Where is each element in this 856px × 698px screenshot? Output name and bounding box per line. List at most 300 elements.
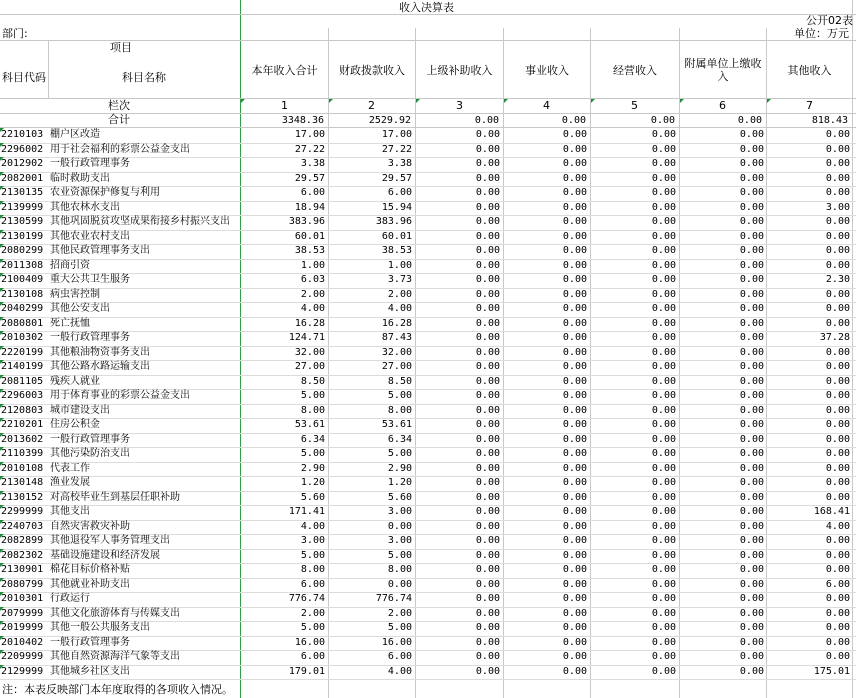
amount-cell: 0.00 [825,187,850,198]
amount-cell: 15.94 [381,201,412,213]
amount-cell: 0.00 [825,477,850,488]
amount-cell: 0.00 [739,665,764,677]
subject-name: 其他一般公共服务支出 [50,622,150,633]
amount-cell: 124.71 [288,332,325,343]
amount-cell: 0.00 [475,288,500,300]
amount-cell: 0.00 [825,259,850,271]
subject-name: 渔业发展 [50,477,90,488]
subject-name: 其他自然资源海洋气象等支出 [50,651,180,662]
subject-name: 一般行政管理事务 [50,433,130,445]
amount-cell: 0.00 [825,303,850,314]
amount-cell: 0.00 [739,288,764,300]
amount-cell: 27.22 [294,143,325,155]
amount-cell: 0.00 [739,622,764,633]
amount-cell: 5.60 [387,491,412,503]
table-row [0,505,856,521]
amount-cell: 0.00 [562,187,587,198]
amount-cell: 0.00 [475,433,500,445]
subject-code: 2010301 [1,593,44,604]
amount-cell: 0.00 [825,448,850,459]
amount-cell: 8.50 [300,375,325,387]
amount-cell: 16.28 [294,317,325,329]
amount-cell: 0.00 [651,317,676,329]
total-label: 合计 [108,113,130,126]
lanci-3: 3 [456,99,463,112]
amount-cell: 2.90 [300,462,325,474]
amount-cell: 0.00 [739,433,764,445]
amount-cell: 0.00 [475,520,500,532]
subject-code: 2081105 [1,375,44,387]
amount-cell: 0.00 [562,622,587,633]
table-row [0,201,856,217]
amount-cell: 0.00 [739,477,764,488]
amount-cell: 0.00 [475,404,500,416]
amount-cell: 0.00 [475,419,500,430]
amount-cell: 0.00 [739,230,764,242]
amount-cell: 0.00 [651,346,676,358]
amount-cell: 0.00 [562,491,587,503]
amount-cell: 0.00 [475,230,500,242]
amount-cell: 0.00 [651,462,676,474]
amount-cell: 5.00 [300,448,325,459]
amount-cell: 27.00 [381,361,412,372]
table-row [0,433,856,449]
amount-cell: 0.00 [562,549,587,561]
subject-code: 2120803 [1,404,44,416]
amount-cell: 0.00 [825,419,850,430]
amount-cell: 17.00 [381,129,412,140]
amount-cell: 0.00 [562,404,587,416]
amount-cell: 6.00 [825,578,850,590]
lanci-4: 4 [543,99,550,112]
total-value: 2529.92 [368,115,411,126]
amount-cell: 0.00 [475,201,500,213]
subject-code: 2209999 [1,651,44,662]
item-group-header: 项目 [110,41,132,54]
amount-cell: 0.00 [825,607,850,619]
lanci-1: 1 [281,99,288,112]
amount-cell: 171.41 [288,506,325,517]
amount-cell: 0.00 [651,259,676,271]
subject-name: 自然灾害救灾补助 [50,520,130,532]
subject-code: 2220199 [1,346,44,358]
subject-name: 其他支出 [50,506,90,517]
subject-code: 2130152 [1,491,44,503]
subject-name: 用于社会福利的彩票公益金支出 [50,143,190,155]
amount-cell: 0.00 [739,448,764,459]
amount-cell: 0.00 [651,187,676,198]
amount-cell: 8.00 [387,404,412,416]
amount-cell: 0.00 [562,506,587,517]
amount-cell: 0.00 [475,578,500,590]
amount-cell: 8.00 [300,404,325,416]
amount-cell: 4.00 [300,520,325,532]
amount-cell: 0.00 [475,622,500,633]
amount-cell: 0.00 [562,288,587,300]
amount-cell: 3.00 [387,535,412,546]
subject-code: 2210103 [1,129,44,140]
amount-cell: 0.00 [825,216,850,227]
amount-cell: 4.00 [825,520,850,532]
amount-cell: 18.94 [294,201,325,213]
amount-cell: 0.00 [651,274,676,285]
amount-cell: 175.01 [813,665,850,677]
amount-cell: 6.00 [387,187,412,198]
table-row [0,520,856,536]
amount-cell: 6.00 [300,578,325,590]
amount-cell: 0.00 [825,230,850,242]
subject-code: 2240703 [1,520,44,532]
subject-code: 2130599 [1,216,44,227]
amount-cell: 0.00 [825,143,850,155]
amount-cell: 4.00 [387,665,412,677]
subject-code: 2140199 [1,361,44,372]
amount-cell: 6.34 [300,433,325,445]
amount-cell: 0.00 [651,230,676,242]
subject-name: 一般行政管理事务 [50,332,130,343]
amount-cell: 0.00 [562,390,587,401]
amount-cell: 32.00 [294,346,325,358]
table-row [0,650,856,666]
cell-marker [416,99,420,103]
amount-cell: 0.00 [825,346,850,358]
amount-cell: 0.00 [651,201,676,213]
amount-cell: 0.00 [562,477,587,488]
amount-cell: 0.00 [825,245,850,256]
amount-cell: 0.00 [739,259,764,271]
subject-code: 2010402 [1,636,44,648]
amount-cell: 0.00 [651,448,676,459]
amount-cell: 0.00 [475,361,500,372]
amount-cell: 0.00 [739,593,764,604]
amount-cell: 3.00 [387,506,412,517]
lanci-5: 5 [631,99,638,112]
amount-cell: 0.00 [475,636,500,648]
table-row [0,215,856,231]
subject-code: 2080799 [1,578,44,590]
amount-cell: 0.00 [825,390,850,401]
subject-code: 2010302 [1,332,44,343]
subject-code: 2082001 [1,172,44,184]
amount-cell: 0.00 [825,535,850,546]
amount-cell: 0.00 [739,419,764,430]
amount-cell: 0.00 [562,172,587,184]
amount-cell: 0.00 [562,361,587,372]
amount-cell: 1.00 [387,259,412,271]
col-header-superior: 上级补助收入 [426,63,493,77]
amount-cell: 776.74 [375,593,412,604]
amount-cell: 0.00 [475,129,500,140]
amount-cell: 0.00 [739,172,764,184]
name-column-header: 科目名称 [122,70,166,84]
amount-cell: 0.00 [739,346,764,358]
table-row [0,621,856,637]
amount-cell: 0.00 [387,578,412,590]
amount-cell: 0.00 [651,578,676,590]
amount-cell: 0.00 [739,274,764,285]
amount-cell: 0.00 [651,216,676,227]
subject-name: 其他粮油物资事务支出 [50,346,150,358]
subject-code: 2019999 [1,622,44,633]
amount-cell: 29.57 [381,172,412,184]
subject-name: 病虫害控制 [50,288,100,300]
subject-code: 2012902 [1,158,44,169]
amount-cell: 2.90 [387,462,412,474]
amount-cell: 0.00 [739,201,764,213]
amount-cell: 0.00 [562,578,587,590]
subject-name: 对高校毕业生到基层任职补助 [50,491,180,503]
amount-cell: 0.00 [562,317,587,329]
amount-cell: 0.00 [739,187,764,198]
amount-cell: 0.00 [651,535,676,546]
amount-cell: 0.00 [562,419,587,430]
subject-code: 2139999 [1,201,44,213]
amount-cell: 0.00 [562,375,587,387]
total-value: 3348.36 [281,115,324,126]
amount-cell: 0.00 [475,462,500,474]
amount-cell: 0.00 [825,651,850,662]
subject-name: 其他就业补助支出 [50,578,130,590]
amount-cell: 27.22 [381,143,412,155]
amount-cell: 0.00 [562,448,587,459]
amount-cell: 5.00 [387,390,412,401]
subject-name: 一般行政管理事务 [50,158,130,169]
subject-code: 2130148 [1,477,44,488]
amount-cell: 3.38 [387,158,412,169]
amount-cell: 0.00 [651,636,676,648]
amount-cell: 0.00 [651,303,676,314]
lanci-label: 栏次 [108,99,130,112]
amount-cell: 0.00 [651,419,676,430]
amount-cell: 2.00 [387,288,412,300]
amount-cell: 0.00 [475,593,500,604]
amount-cell: 0.00 [825,549,850,561]
amount-cell: 0.00 [739,651,764,662]
total-value: 0.00 [737,115,762,126]
amount-cell: 383.96 [288,216,325,227]
table-row [0,317,856,333]
amount-cell: 0.00 [651,622,676,633]
cell-marker [504,99,508,103]
amount-cell: 5.60 [300,491,325,503]
amount-cell: 0.00 [739,535,764,546]
amount-cell: 0.00 [739,549,764,561]
table-row [0,563,856,579]
subject-name: 行政运行 [50,593,90,604]
amount-cell: 0.00 [562,593,587,604]
amount-cell: 0.00 [825,622,850,633]
amount-cell: 38.53 [381,245,412,256]
table-row [0,447,856,463]
amount-cell: 0.00 [562,201,587,213]
amount-cell: 2.00 [300,607,325,619]
subject-name: 其他污染防治支出 [50,448,130,459]
total-value: 0.00 [474,115,499,126]
amount-cell: 0.00 [562,520,587,532]
amount-cell: 0.00 [651,433,676,445]
subject-name: 农业资源保护修复与利用 [50,187,160,198]
amount-cell: 0.00 [651,491,676,503]
subject-name: 代表工作 [50,462,90,474]
amount-cell: 0.00 [651,158,676,169]
amount-cell: 0.00 [739,375,764,387]
amount-cell: 0.00 [739,158,764,169]
amount-cell: 1.20 [300,477,325,488]
amount-cell: 8.50 [387,375,412,387]
amount-cell: 5.00 [300,549,325,561]
amount-cell: 0.00 [825,404,850,416]
footnote: 注：本表反映部门本年度取得的各项收入情况。 [2,683,233,696]
subject-name: 招商引资 [50,259,90,271]
cell-marker [329,99,333,103]
subject-code: 2130135 [1,187,44,198]
amount-cell: 1.00 [300,259,325,271]
unit-label: 单位：万元 [794,27,849,40]
table-row [0,592,856,608]
amount-cell: 5.00 [387,448,412,459]
amount-cell: 0.00 [651,651,676,662]
amount-cell: 0.00 [475,665,500,677]
amount-cell: 0.00 [562,230,587,242]
amount-cell: 17.00 [294,129,325,140]
amount-cell: 0.00 [562,245,587,256]
amount-cell: 0.00 [562,462,587,474]
table-title: 收入决算表 [399,1,454,14]
form-code: 公开02表 [806,14,853,27]
amount-cell: 32.00 [381,346,412,358]
subject-code: 2011308 [1,259,44,271]
amount-cell: 0.00 [739,303,764,314]
col-header-other: 其他收入 [787,63,832,77]
amount-cell: 0.00 [475,651,500,662]
amount-cell: 6.00 [300,187,325,198]
cell-marker [680,99,684,103]
amount-cell: 0.00 [651,607,676,619]
amount-cell: 4.00 [300,303,325,314]
subject-name: 其他公安支出 [50,303,110,314]
amount-cell: 0.00 [562,607,587,619]
subject-name: 其他城乡社区支出 [50,665,130,677]
amount-cell: 1.20 [387,477,412,488]
amount-cell: 60.01 [381,230,412,242]
amount-cell: 0.00 [651,332,676,343]
col-header-business: 事业收入 [525,63,569,77]
subject-name: 重大公共卫生服务 [50,274,130,285]
table-row [0,186,856,202]
amount-cell: 16.28 [381,317,412,329]
subject-name: 基础设施建设和经济发展 [50,549,160,561]
amount-cell: 60.01 [294,230,325,242]
subject-code: 2079999 [1,607,44,619]
amount-cell: 53.61 [294,419,325,430]
amount-cell: 2.30 [825,274,850,285]
amount-cell: 0.00 [651,549,676,561]
amount-cell: 5.00 [387,622,412,633]
amount-cell: 5.00 [300,622,325,633]
table-row [0,244,856,260]
amount-cell: 0.00 [475,390,500,401]
amount-cell: 0.00 [739,578,764,590]
subject-name: 其他农林水支出 [50,201,120,213]
amount-cell: 0.00 [825,361,850,372]
subject-name: 一般行政管理事务 [50,636,130,648]
amount-cell: 0.00 [475,172,500,184]
amount-cell: 0.00 [475,564,500,575]
subject-name: 其他农业农村支出 [50,230,130,242]
amount-cell: 8.00 [387,564,412,575]
amount-cell: 0.00 [475,187,500,198]
total-value: 818.43 [811,115,848,126]
amount-cell: 0.00 [562,564,587,575]
amount-cell: 0.00 [651,143,676,155]
amount-cell: 0.00 [475,259,500,271]
amount-cell: 0.00 [739,143,764,155]
table-row [0,346,856,362]
cell-marker [591,99,595,103]
subject-code: 2010108 [1,462,44,474]
subject-name: 其他公路水路运输支出 [50,361,150,372]
table-row [0,578,856,594]
lanci-6: 6 [719,99,726,112]
amount-cell: 0.00 [825,317,850,329]
subject-name: 棚户区改造 [50,129,100,140]
amount-cell: 5.00 [300,390,325,401]
amount-cell: 0.00 [562,129,587,140]
amount-cell: 0.00 [739,245,764,256]
amount-cell: 0.00 [475,317,500,329]
amount-cell: 0.00 [739,332,764,343]
subject-name: 其他巩固脱贫攻坚成果衔接乡村振兴支出 [50,216,230,227]
amount-cell: 0.00 [825,172,850,184]
amount-cell: 0.00 [562,259,587,271]
amount-cell: 179.01 [288,665,325,677]
table-row [0,418,856,434]
table-row [0,360,856,376]
amount-cell: 38.53 [294,245,325,256]
table-row [0,157,856,173]
amount-cell: 0.00 [739,361,764,372]
amount-cell: 6.00 [300,651,325,662]
subject-code: 2296002 [1,143,44,155]
amount-cell: 776.74 [288,593,325,604]
amount-cell: 0.00 [739,506,764,517]
subject-code: 2100409 [1,274,44,285]
col-header-affiliated: 附属单位上缴收入 [684,57,762,83]
amount-cell: 0.00 [739,636,764,648]
amount-cell: 0.00 [562,651,587,662]
amount-cell: 0.00 [739,491,764,503]
amount-cell: 87.43 [381,332,412,343]
table-row [0,404,856,420]
amount-cell: 0.00 [739,129,764,140]
amount-cell: 53.61 [381,419,412,430]
subject-name: 残疾人就业 [50,375,100,387]
table-row [0,534,856,550]
table-row [0,607,856,623]
amount-cell: 6.34 [387,433,412,445]
amount-cell: 0.00 [562,216,587,227]
amount-cell: 6.03 [300,274,325,285]
amount-cell: 0.00 [651,375,676,387]
cell-marker [241,99,245,103]
table-row [0,259,856,275]
amount-cell: 0.00 [475,143,500,155]
total-value: 0.00 [650,115,675,126]
amount-cell: 0.00 [651,520,676,532]
amount-cell: 2.00 [387,607,412,619]
amount-cell: 8.00 [300,564,325,575]
subject-code: 2040299 [1,303,44,314]
